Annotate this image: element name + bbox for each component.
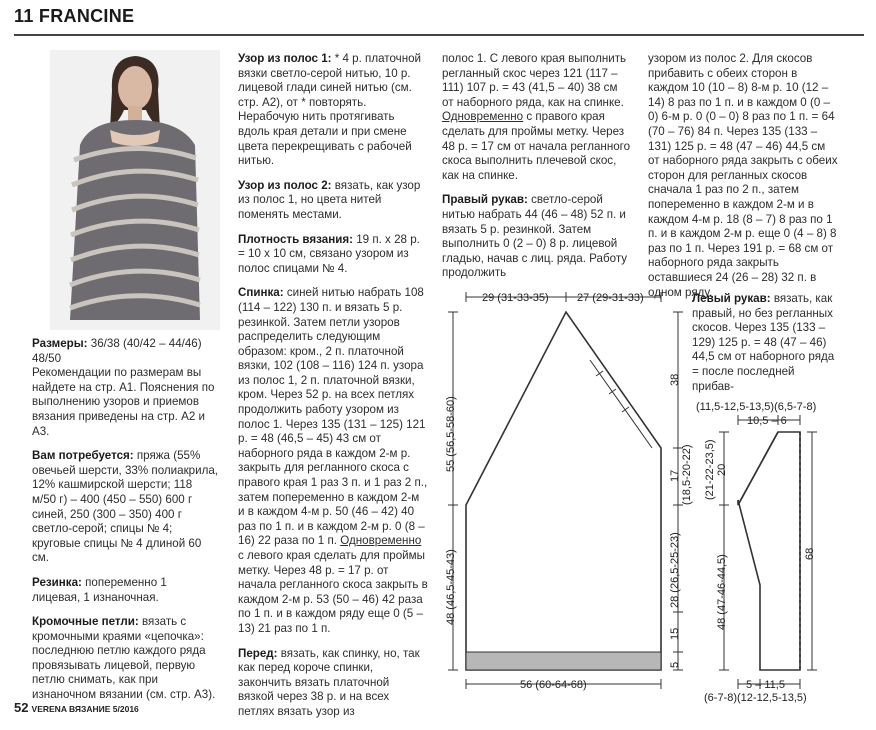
back-label: Спинка: bbox=[238, 286, 284, 300]
sleeve-bottom-sizes: (6-7-8)(12-12,5-13,5) bbox=[704, 692, 807, 704]
gauge-label: Плотность вязания: bbox=[238, 232, 353, 246]
sizes-label: Размеры: bbox=[32, 337, 88, 350]
materials-text: пряжа (55% овечьей шерсти, 33% полиакрила, 12% кашмирской шерсти; 118 м/50 г) – 400 (450 – 550) 600 г синей, 250 (300 – 350) 400 г светло-серой; спицы № 4; круговые спицы № 4 длиной 60 см. bbox=[32, 449, 219, 565]
body-rib-band bbox=[466, 652, 661, 670]
left-sleeve-text: вязать, как правый, но без регланных скосов. Через 135 (133 – 129) 125 р. = 48 (47 – 46) 44,5 см от наборного ряда = после последней прибав- bbox=[692, 292, 835, 393]
sleeve-schematic bbox=[719, 415, 817, 689]
sizes-note: Рекомендации по размерам вы найдете на стр. А1. Пояснения по выполнению узоров и приемов вязания приведены на стр. А2 и А3. bbox=[32, 366, 215, 438]
sleeve-right-68: 68 bbox=[804, 547, 816, 560]
back-simultaneously: Одновременно bbox=[340, 534, 422, 548]
sleeve-bottom-widths: 5 – 11,5 bbox=[746, 679, 785, 691]
sleeve-top-sizes: (11,5-12,5-13,5)(6,5-7-8) bbox=[696, 401, 817, 413]
body-right-5: 5 bbox=[669, 661, 681, 668]
gauge-text: 19 п. x 28 р. = 10 x 10 см, связано узором из полос спицами № 4. bbox=[238, 232, 420, 275]
front-simultaneously: Одновременно bbox=[442, 110, 524, 124]
body-right-15: 15 bbox=[669, 627, 681, 640]
sleeve-top-widths: 10,5 – 6 bbox=[747, 415, 787, 427]
magazine-name: VERENA ВЯЗАНИЕ 5/2016 bbox=[31, 704, 139, 714]
sleeve-left-20-sizes: (21-22-23,5) bbox=[704, 439, 716, 500]
page-footer bbox=[14, 700, 139, 715]
body-schematic bbox=[448, 292, 683, 689]
page-number: 52 bbox=[14, 700, 29, 715]
materials-label: Вам потребуется: bbox=[32, 449, 134, 463]
body-top-right-width: 27 (29-31-33) bbox=[577, 292, 644, 304]
back-text-a: синей нитью набрать 108 (114 – 122) 130 п. и вязать 5 р. резинкой. Затем петли узоров распределить следующим образом: кром., 2 п. платочной вязки, 102 (108 – 116) 124 п. узора из полос 1, 2 п. платочной вязки, кром. Через 52 р. на всех петлях продолжить работу узором из полос 1. Через 135 (131 – 125) 121 р. = 48 (46,5 – 45) 43 см от наборного ряда в каждом 2-м р. закрыть для регланного скоса с правого края 1 раз 3 п. и 1 раз 2 п., затем попеременно в каждом 2-м и в каждом 4-м р. 50 (46 – 42) 40 раз по 1 п. и в каждом 2-м р. 0 (8 – 16) 22 раза по 1 п. bbox=[238, 286, 428, 548]
body-right-17-sizes: (18,5-20-22) bbox=[681, 444, 693, 505]
rib-text: попеременно 1 лицевая, 1 изнаночная. bbox=[32, 575, 167, 604]
body-right-28: 28 (26,5-25-23) bbox=[669, 532, 681, 608]
right-sleeve-continued: узором из полос 2. Для скосов прибавить с обеих сторон в каждом 10 (10 – 8) 8-м р. 10 (12 – 14) 8 раз по 1 п. и в каждом 0 (0 – 0) 6-м р. 0 (0 – 0) 8 раз по 1 п. = 64 (70 – 76) 84 п. Через 135 (133 – 131) 125 р. = 48 (47 – 46) 44,5 см от наборного ряда закрыть с обеих сторон для регланных скосов сначала 1 раз по 2 п., затем попеременно в каждом 2-м и в каждом 4-м р. 18 (8 – 7) 8 раз по 1 п. и в каждом 2-м р. еще 0 (4 – 8) 8 раз по 1 п. Через 191 р. = 68 см от наборного ряда закрыть оставшиеся 24 (26 – 28) 32 п. в одном ряду. bbox=[648, 52, 838, 299]
body-left-height: 55 (56,5-58-60) bbox=[445, 396, 457, 472]
right-sleeve-label: Правый рукав: bbox=[442, 193, 528, 207]
pattern-title: 11 FRANCINE bbox=[14, 6, 135, 26]
stripe-pattern-2-label: Узор из полос 2: bbox=[238, 178, 332, 192]
back-text-b: с левого края сделать для проймы метку. Через 48 р. = 17 р. от начала регланного скоса закрыть в каждом 2-м р. 53 (50 – 46) 42 раза по 1 п. и в каждом ряду еще 0 (5 – 13) 21 раз по 1 п. bbox=[238, 549, 428, 635]
body-top-left-width: 29 (31-33-35) bbox=[482, 292, 549, 304]
front-label: Перед: bbox=[238, 646, 278, 660]
front-continued-a: полос 1. С левого края выполнить регланный скос через 121 (117 – 111) 107 р. = 43 (41,5 – 40) 38 см от наборного ряда, как на спинке. bbox=[442, 52, 627, 109]
body-left-lower-height: 48 (46,5-45-43) bbox=[445, 549, 457, 625]
sleeve-left-48: 48 (47-46-44,5) bbox=[716, 554, 728, 630]
left-sleeve-label: Левый рукав: bbox=[692, 292, 771, 305]
sleeve-left-20: 20 bbox=[716, 463, 728, 476]
front-continued-b: с правого края сделать для проймы метку. Через 48 р. = 17 см от начала регланного скоса выполнить плечевой скос, как на спинке. bbox=[442, 110, 631, 182]
sizes-value: 36/38 (40/42 – 44/46) 48/50 bbox=[32, 337, 202, 365]
edge-label: Кромочные петли: bbox=[32, 615, 139, 629]
stripe-pattern-2-text: вязать, как узор из полос 1, но цвета нитей поменять местами. bbox=[238, 178, 421, 221]
front-text: вязать, как спинку, но, так как перед короче спинки, закончить вязать платочной вязкой через 38 р. и на всех петлях вязать узор из bbox=[238, 646, 420, 718]
body-right-38: 38 bbox=[669, 373, 681, 386]
stripe-pattern-1-label: Узор из полос 1: bbox=[238, 52, 332, 65]
right-sleeve-text: светло-серой нитью набрать 44 (46 – 48) 52 п. и вязать 5 р. резинкой. Затем выполнить 0 (2 – 0) 8 р. лицевой гладью, начав с лиц. ряда. Работу продолжить bbox=[442, 193, 628, 280]
body-right-17: 17 bbox=[669, 469, 681, 482]
stripe-pattern-1-text: * 4 р. платочной вязки светло-серой нитью, 10 р. лицевой глади синей нитью (см. стр. А2), от * повторять. Нерабочую нить протягивать вдоль края детали и при смене цвета перекрещивать с рабочей нитью. bbox=[238, 52, 422, 168]
edge-text: вязать с кромочными краями «цепочка»: последнюю петлю каждого ряда провязывать лицевой, первую петлю снимать, как при изнаночном вязании (см. стр. А3). bbox=[32, 615, 216, 702]
body-outline bbox=[466, 312, 661, 670]
rib-label: Резинка: bbox=[32, 575, 82, 589]
body-bottom-width: 56 (60-64-68) bbox=[520, 679, 587, 691]
sleeve-outline bbox=[738, 432, 800, 670]
